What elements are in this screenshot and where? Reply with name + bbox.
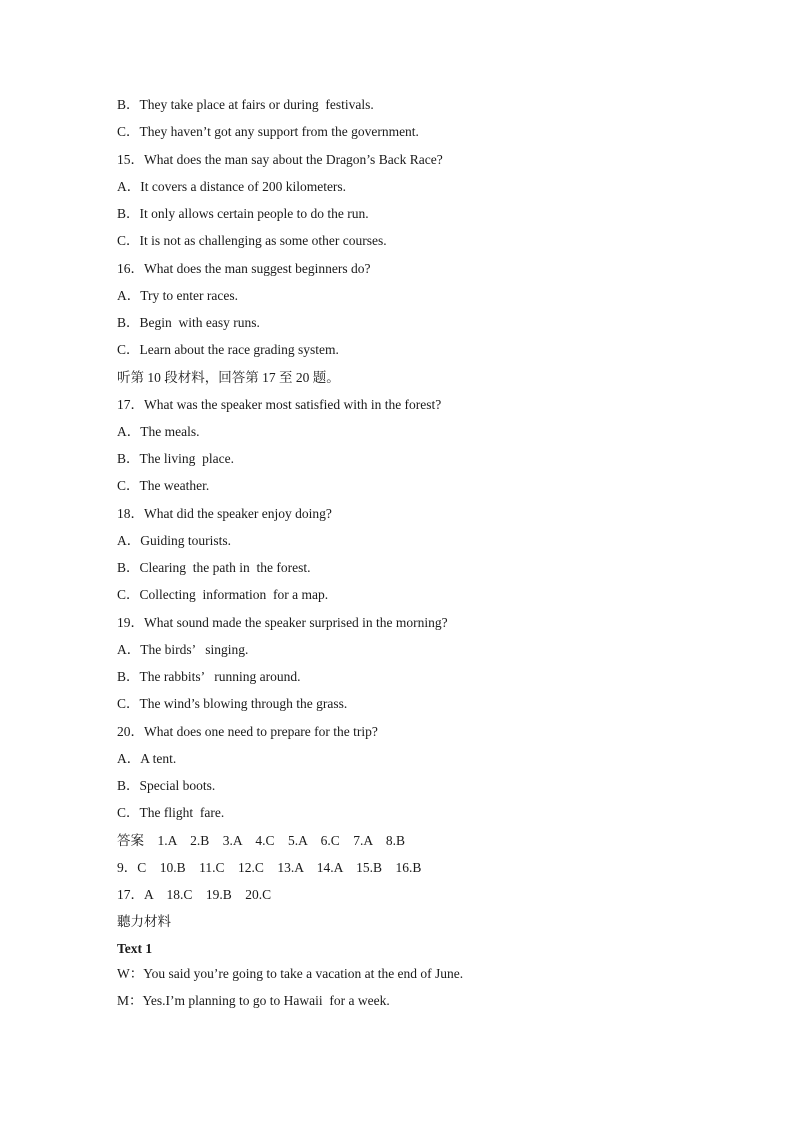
question-20: 20．What does one need to prepare for the trip? [117,724,378,739]
option-15c: C．It is not as challenging as some other courses. [117,233,387,248]
option-16a: A．Try to enter races. [117,288,238,303]
option-19c: C．The wind’s blowing through the grass. [117,696,348,711]
option-17c: C．The weather. [117,478,210,493]
question-17: 17．What was the speaker most satisfied with in the forest? [117,397,442,412]
dialogue-line-m: M：Yes.I’m planning to go to Hawaii for a week. [117,993,390,1008]
answer-key-row-2: 9．C 10.B 11.C 12.C 13.A 14.A 15.B 16.B [117,860,422,875]
option-14b: B．They take place at fairs or during festivals. [117,97,374,112]
option-20a: A．A tent. [117,751,177,766]
option-18a: A．Guiding tourists. [117,533,232,548]
option-18b: B．Clearing the path in the forest. [117,560,311,575]
option-14c: C．They haven’t got any support from the government. [117,124,419,139]
option-15a: A．It covers a distance of 200 kilometers. [117,179,347,194]
answer-key-row-1: 答案 1.A 2.B 3.A 4.C 5.A 6.C 7.A 8.B [117,833,406,848]
question-15: 15．What does the man say about the Dragon’s Back Race? [117,152,443,167]
option-18c: C．Collecting information for a map. [117,587,329,602]
text-1-heading: Text 1 [117,941,153,956]
option-20c: C．The flight fare. [117,805,225,820]
option-19a: A．The birds’ singing. [117,642,249,657]
option-17b: B．The living place. [117,451,234,466]
transcript-heading: 聽力材料 [117,914,171,929]
dialogue-line-w: W：You said you’re going to take a vacation at the end of June. [117,966,464,981]
question-19: 19．What sound made the speaker surprised in the morning? [117,615,448,630]
option-16b: B．Begin with easy runs. [117,315,260,330]
answer-key-row-3: 17．A 18.C 19.B 20.C [117,887,272,902]
option-19b: B．The rabbits’ running around. [117,669,301,684]
option-20b: B．Special boots. [117,778,216,793]
question-18: 18．What did the speaker enjoy doing? [117,506,332,521]
option-15b: B．It only allows certain people to do the run. [117,206,369,221]
option-17a: A．The meals. [117,424,200,439]
section-instruction: 听第 10 段材料，回答第 17 至 20 题。 [117,370,340,385]
option-16c: C．Learn about the race grading system. [117,342,339,357]
question-16: 16．What does the man suggest beginners do? [117,261,371,276]
